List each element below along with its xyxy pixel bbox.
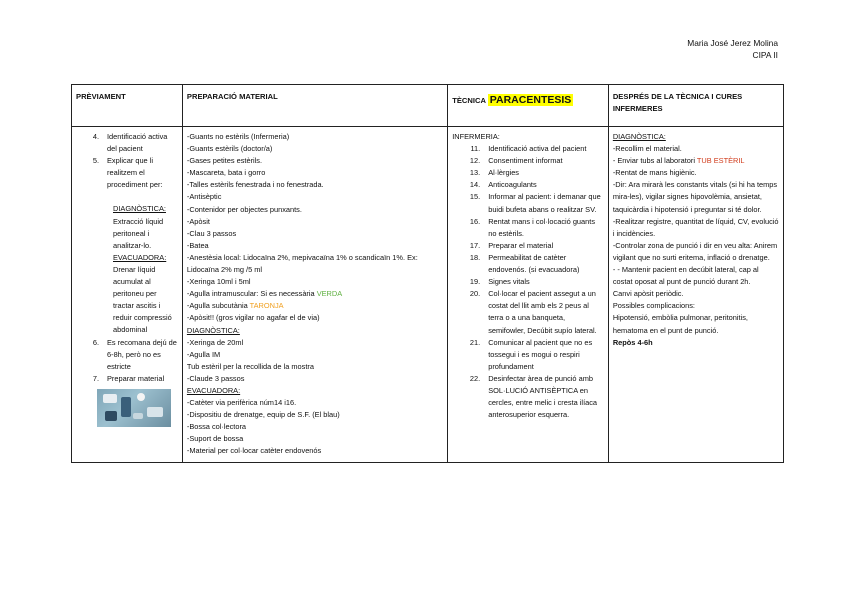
material-line: -Clau 3 passos (186, 228, 237, 238)
author-name: Maria José Jerez Molina (687, 38, 778, 48)
repos-line: Repòs 4-6h (612, 337, 653, 347)
care-line: Canvi apòsit periòdic. (612, 289, 684, 299)
enviar-tubs-line: - Enviar tubs al laboratori TUB ESTÈRIL (612, 156, 745, 166)
list-item: 22. Desinfectar àrea de punció amb SOL·LUCIÓ ANTISÈPTICA en cercles, entre melic i cresta ilíaca anterosuperior esquerra. (469, 373, 598, 420)
header-preparacio-material: PREPARACIÓ MATERIAL (182, 85, 447, 127)
list-item: 12. Consentiment informat (469, 156, 563, 166)
diagnostica-text: Extracció líquid peritoneal i analitzar-lo. (113, 216, 164, 250)
diagnostica-title: DIAGNÒSTICA: (612, 132, 666, 141)
care-line: -Controlar zona de punció i dir en veu alta: Anirem vigilant que no surti eritema, inflació o drenatge. (612, 240, 778, 262)
care-line: -Realitzar registre, quantitat de líquid, CV, evolució i incidències. (612, 216, 779, 238)
previament-list-2 (76, 337, 178, 385)
list-item: 13. Al·lèrgies (469, 168, 520, 178)
care-line: -Recollim el material. (612, 144, 682, 154)
material-line: -Suport de bossa (186, 434, 244, 444)
author-block (687, 37, 778, 61)
agulla-sc-line: -Agulla subcutània TARONJA (186, 301, 284, 311)
diagnostica-title: DIAGNÒSTICA: (113, 204, 166, 214)
header-tecnica-title: PARACENTESIS (489, 94, 572, 106)
preparacio-material-cell (182, 127, 447, 463)
material-line: -Xeringa 10ml i 5ml (186, 277, 251, 287)
material-tray-photo (97, 389, 171, 427)
material-line: -Gases petites estèrils. (186, 156, 263, 166)
material-line: -Guants no estèrils (Infermeria) (186, 132, 290, 141)
evacuadora-title: EVACUADORA: (186, 385, 241, 395)
list-item: 5. Explicar que li realitzem el procediment per: (92, 156, 163, 190)
list-item: 7. Preparar material (92, 373, 165, 383)
list-item: 20. Col·locar el pacient assegut a un costat del llit amb els 2 peus al terra o a una banqueta, semifowler, Decúbit supío lateral. (469, 289, 597, 335)
material-line: -Talles estèrils fenestrada i no fenestrada. (186, 180, 324, 190)
header-tecnica (448, 85, 609, 127)
material-line: -Mascareta, bata i gorro (186, 168, 266, 178)
list-item: 11. Identificació activa del pacient (470, 144, 587, 154)
header-row (72, 85, 784, 127)
material-line: -Batea (186, 240, 209, 250)
material-line: -Antisèptic (186, 192, 222, 202)
list-item: 21. Comunicar al pacient que no es tossegui i es mogui o respiri profundament (469, 337, 593, 371)
aposit-line: -Apòsit!! (gros vigilar no agafar el de via) (186, 313, 320, 323)
evacuadora-text: Drenar líquid acumulat al peritoneu per tractar ascitis i reduir compressió abdominal (113, 264, 172, 335)
list-item: 4. Identificació activa del pacient (92, 132, 168, 154)
tub-esteril-label: TUB ESTÈRIL (696, 156, 745, 166)
material-line: -Agulla IM (186, 349, 221, 359)
previament-list-1 (76, 131, 178, 191)
material-line: -Xeringa de 20ml (186, 337, 244, 347)
list-item: 6. Es recomana dejú de 6-8h, però no es estricte (92, 337, 177, 371)
previament-cell (72, 127, 183, 463)
diagnostica-block (76, 203, 178, 336)
evacuadora-title: EVACUADORA: (113, 252, 167, 262)
content-row (72, 127, 784, 463)
infermeria-title: INFERMERIA: (452, 132, 500, 141)
diagnostica-title: DIAGNÒSTICA: (186, 325, 240, 335)
list-item: 16. Rentat mans i col·locació guants no estèrils. (469, 216, 596, 238)
care-line: Hipotensió, embòlia pulmonar, peritonitis, hematoma en el punt de punció. (612, 313, 748, 335)
procedure-table (71, 84, 784, 463)
material-line: -Anestèsia local: Lidocaïna 2%, mepivacaïna 1% o scandicaïn 1%. Ex: Lidocaïna 2% mg /5 ml (186, 252, 418, 275)
material-line: Tub estèril per la recollida de la mostra (186, 361, 314, 371)
material-line: -Bossa col·lectora (186, 422, 247, 432)
material-line: -Catèter via perifèrica núm14 i16. (186, 398, 297, 408)
header-previament: PRÈVIAMENT (72, 85, 183, 127)
material-line: -Contenidor per objectes punxants. (186, 204, 302, 214)
list-item: 15. Informar al pacient: i demanar que buidi bufeta abans o realitzar SV. (469, 192, 601, 214)
list-item: 17. Preparar el material (469, 240, 554, 250)
header-tecnica-prefix: TÈCNICA (452, 96, 486, 105)
care-line: Possibles complicacions: (612, 301, 695, 311)
color-taronja: TARONJA (249, 301, 284, 311)
course-name: CIPA II (752, 50, 778, 60)
list-item: 19. Signes vitals (469, 277, 530, 287)
list-item: 18. Permeabilitat de catèter endovenós. (si evacuadora) (469, 252, 580, 275)
tecnica-list (452, 143, 604, 421)
material-line: -Guants estèrils (doctor/a) (186, 144, 273, 154)
material-line: -Claude 3 passos (186, 373, 245, 383)
despres-cell (608, 127, 783, 463)
care-line: -Rentat de mans higiènic. (612, 168, 697, 178)
care-line: - - Mantenir pacient en decúbit lateral, cap al costat oposat al punt de punció durant 2h. (612, 265, 759, 287)
material-line: -Material per col·locar catèter endovenós (186, 446, 322, 456)
list-item: 14. Anticoagulants (469, 180, 537, 190)
material-line: -Apòsit (186, 216, 210, 226)
tecnica-cell (448, 127, 609, 463)
agulla-im-line: -Agulla intramuscular: Si es necessària VERDA (186, 289, 343, 299)
material-line: -Dispositiu de drenatge, equip de S.F. (El blau) (186, 410, 340, 420)
care-line: -Dir: Ara mirarà les constants vitals (si hi ha temps mira-les), vigilar signes hipovolèmia, ansietat, taquicàrdia i hipotensió i preguntar si té dolor. (612, 180, 778, 214)
header-despres: DESPRÉS DE LA TÈCNICA I CURES INFERMERES (608, 85, 783, 127)
color-verda: VERDA (316, 289, 343, 299)
